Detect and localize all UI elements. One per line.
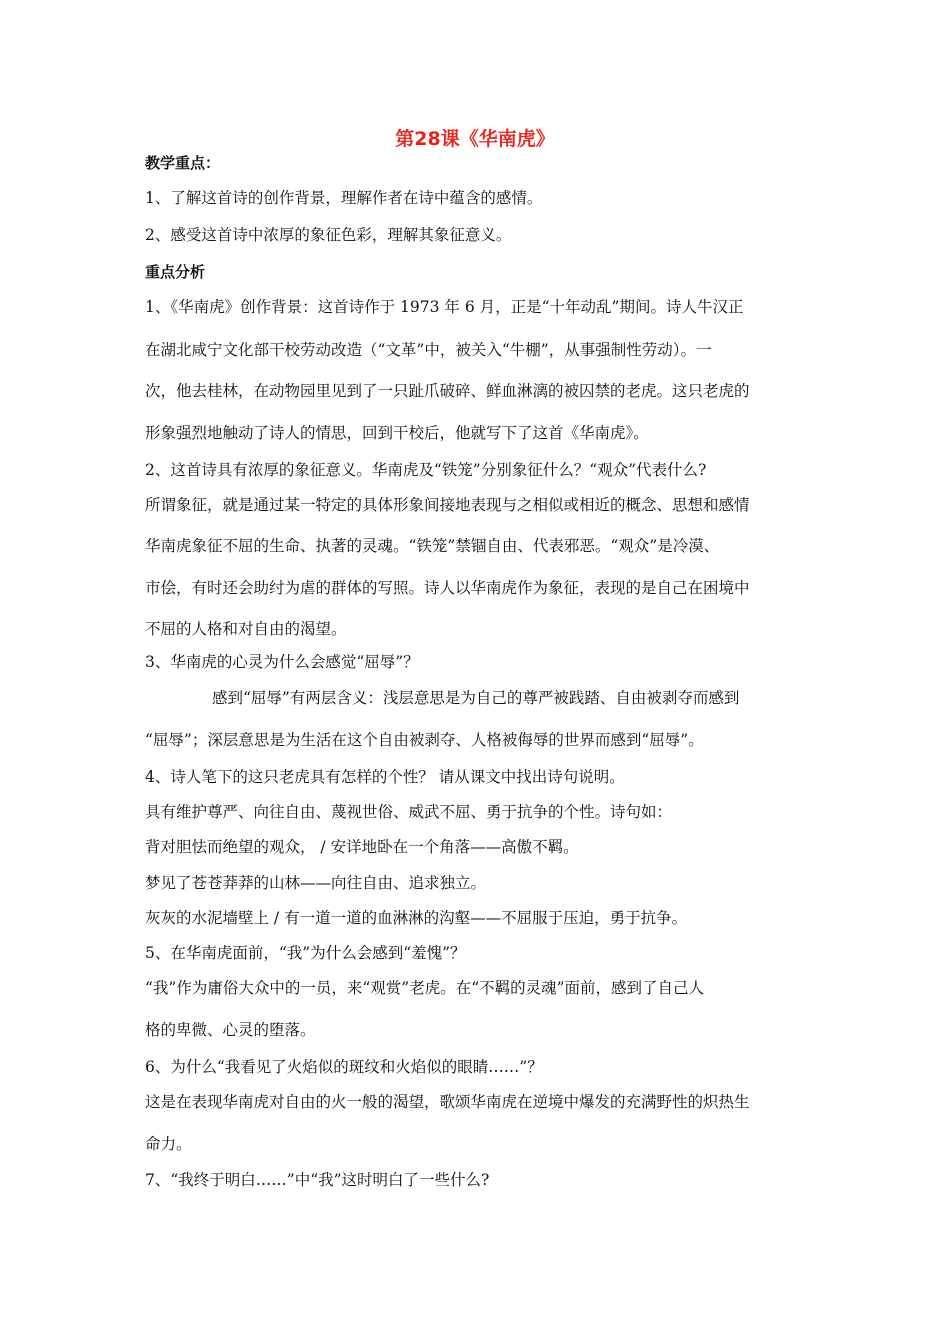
focus-heading: 教学重点： [145,154,221,172]
paragraph-line: 这是在表现华南虎对自由的火一般的渴望，歌颂华南虎在逆境中爆发的充满野性的炽热生 [145,1093,750,1111]
poem-line: 背对胆怯而绝望的观众， / 安详地卧在一个角落——高傲不羁。 [145,838,579,856]
paragraph-line: 感到“屈辱”有两层含义：浅层意思是为自己的尊严被践踏、自由被剥夺而感到 [212,689,740,707]
question-line: 7、“我终于明白……”中“我”这时明白了一些什么? [145,1171,490,1189]
paragraph-line: 次，他去桂林，在动物园里见到了一只趾爪破碎、鲜血淋漓的被囚禁的老虎。这只老虎的 [145,382,750,400]
paragraph-line: 命力。 [145,1135,192,1153]
paragraph-line: 不屈的人格和对自由的渴望。 [145,620,347,638]
paragraph-line: “屈辱”；深层意思是为生活在这个自由被剥夺、人格被侮辱的世界而感到“屈辱”。 [145,731,704,749]
question-line: 4、诗人笔下的这只老虎具有怎样的个性？ 请从课文中找出诗句说明。 [145,768,625,786]
paragraph-line: 市侩，有时还会助纣为虐的群体的写照。诗人以华南虎作为象征，表现的是自己在困境中 [145,579,750,597]
lesson-title: 第28课《华南虎》 [395,128,555,150]
focus-item-1: 1、了解这首诗的创作背景，理解作者在诗中蕴含的感情。 [145,189,543,207]
paragraph-line: 华南虎象征不屈的生命、执著的灵魂。“铁笼”禁锢自由、代表邪恶。“观众”是冷漠、 [145,537,720,555]
paragraph-line: 1、《华南虎》创作背景：这首诗作于 1973 年 6 月，正是“十年动乱”期间。诗人牛汉正 [145,298,744,316]
paragraph-line: 具有维护尊严、向往自由、蔑视世俗、威武不屈、勇于抗争的个性。诗句如： [145,803,673,821]
question-line: 5、在华南虎面前，“我”为什么会感到“羞愧”？ [145,944,466,962]
question-line: 6、为什么“我看见了火焰似的斑纹和火焰似的眼睛……”？ [145,1058,543,1076]
paragraph-line: 格的卑微、心灵的堕落。 [145,1021,316,1039]
focus-item-2: 2、感受这首诗中浓厚的象征色彩，理解其象征意义。 [145,226,512,244]
poem-line: 梦见了苍苍莽莽的山林——向往自由、追求独立。 [145,874,487,892]
analysis-heading: 重点分析 [145,263,206,281]
paragraph-line: “我”作为庸俗大众中的一员，来“观赏”老虎。在“不羁的灵魂”面前，感到了自己人 [145,979,705,997]
paragraph-line: 形象强烈地触动了诗人的情思，回到干校后，他就写下了这首《华南虎》。 [145,424,649,442]
question-line: 2、这首诗具有浓厚的象征意义。华南虎及“铁笼”分别象征什么？“观众”代表什么? [145,461,707,479]
question-line: 3、华南虎的心灵为什么会感觉“屈辱”？ [145,653,419,671]
paragraph-line: 在湖北咸宁文化部干校劳动改造（“文革”中，被关入“牛棚”，从事强制性劳动）。一 [145,341,712,359]
paragraph-line: 所谓象征，就是通过某一特定的具体形象间接地表现与之相似或相近的概念、思想和感情 [145,496,750,514]
poem-line: 灰灰的水泥墙壁上 / 有一道一道的血淋淋的沟壑——不屈服于压迫，勇于抗争。 [145,909,688,927]
